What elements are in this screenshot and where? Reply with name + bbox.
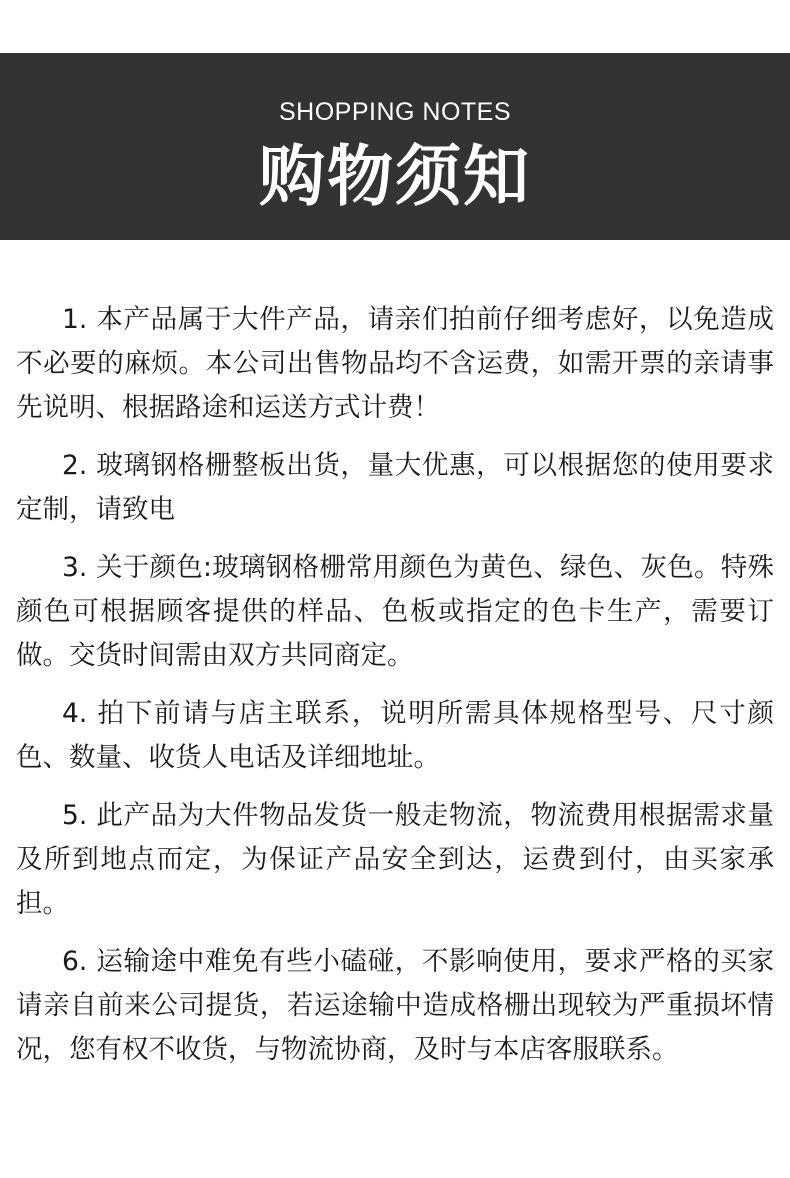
note-item-1: 1. 本产品属于大件产品，请亲们拍前仔细考虑好，以免造成不必要的麻烦。本公司出售物品均不含运费，如需开票的亲请事先说明、根据路途和运送方式计费！ — [16, 304, 774, 423]
note-item-3: 3. 关于颜色:玻璃钢格栅常用颜色为黄色、绿色、灰色。特殊颜色可根据顾客提供的样品、色板或指定的色卡生产，需要订做。交货时间需由双方共同商定。 — [16, 552, 774, 671]
note-item-5: 5. 此产品为大件物品发货一般走物流，物流费用根据需求量及所到地点而定，为保证产品安全到达，运费到付，由买家承担。 — [16, 800, 774, 919]
note-item-4: 4. 拍下前请与店主联系，说明所需具体规格型号、尺寸颜色、数量、收货人电话及详细地址。 — [16, 698, 774, 773]
header-subtitle: SHOPPING NOTES — [278, 98, 512, 126]
note-item-6: 6. 运输途中难免有些小磕碰，不影响使用，要求严格的买家请亲自前来公司提货，若运途输中造成格栅出现较为严重损坏情况，您有权不收货，与物流协商，及时与本店客服联系。 — [16, 946, 774, 1065]
notes-list — [16, 298, 774, 1086]
note-item-2: 2. 玻璃钢格栅整板出货，量大优惠，可以根据您的使用要求定制，请致电 — [16, 450, 774, 525]
page-title: 购物须知 — [259, 138, 531, 215]
header-banner — [0, 53, 790, 240]
